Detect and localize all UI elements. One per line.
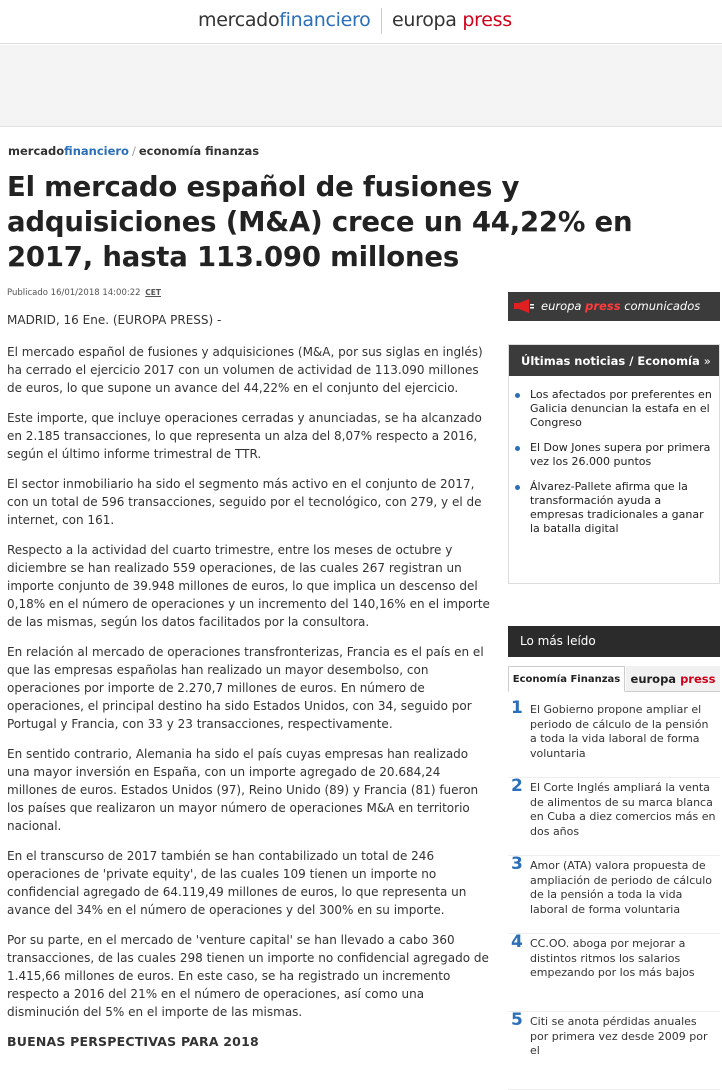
logo-part-financiero: financiero (279, 9, 371, 31)
most-read-header: Lo más leído (508, 626, 720, 657)
latest-news-header[interactable] (509, 345, 719, 376)
latest-news-item[interactable] (509, 388, 719, 430)
latest-news-list (509, 388, 719, 536)
most-read-item[interactable] (508, 700, 720, 778)
comunicados-label (541, 299, 700, 313)
tab-europapress[interactable] (626, 666, 720, 691)
timezone-label: CET (145, 288, 161, 297)
logo-part-europa: europa (392, 9, 463, 31)
tab-economia-finanzas[interactable]: Economía Finanzas (508, 666, 625, 692)
most-read-link: El Gobierno propone ampliar el periodo de cálculo de la pensión a toda la vida laboral de forma voluntaria (530, 703, 709, 760)
comunicados-europa: europa (541, 299, 586, 313)
article-paragraph: Respecto a la actividad del cuarto trimestre, entre los meses de octubre y diciembre se han realizado 559 operaciones, de las cuales 267 registran un importe conjunto de 39.948 millones de euros, lo que implica un descenso del 0,18% en el número de operaciones y un incremento del 140,16% en el importe de las mismas, según los datos facilitados por la consultora. (7, 543, 490, 629)
latest-news-link: Los afectados por preferentes en Galicia denuncian la estafa en el Congreso (530, 388, 712, 429)
most-read-item[interactable] (508, 1012, 720, 1090)
article-subheading: BUENAS PERSPECTIVAS PARA 2018 (7, 1034, 259, 1049)
article-paragraph: En el transcurso de 2017 también se han contabilizado un total de 246 operaciones de 'private equity', de las cuales 109 tienen un importe no confidencial agregado de 64.119,49 millones de euros, lo que representa un avance del 34% en el número de operaciones y del 300% en su importe. (7, 849, 467, 917)
article-body (7, 311, 494, 1051)
europapress-comunicados-banner[interactable] (508, 292, 720, 321)
mercadofinanciero-logo[interactable] (198, 9, 370, 31)
logo-part-press: press (462, 9, 512, 31)
publish-date (7, 288, 161, 298)
latest-news-link: Álvarez-Pallete afirma que la transformación ayuda a empresas tradicionales a ganar la batalla digital (530, 480, 704, 535)
most-read-item[interactable] (508, 778, 720, 856)
breadcrumb-home-a: mercado (8, 144, 65, 158)
comunicados-word: comunicados (620, 299, 701, 313)
chevron-right-icon: » (703, 354, 711, 368)
most-read-link: Amor (ATA) valora propuesta de ampliación de periodo de cálculo de la pensión a toda la vida laboral de forma voluntaria (530, 859, 713, 916)
latest-news-link: El Dow Jones supera por primera vez los 26.000 puntos (530, 441, 711, 468)
article-paragraph: El sector inmobiliario ha sido el segmento más activo en el conjunto de 2017, con un total de 596 transacciones, seguido por el tecnológico, con 279, y el de internet, con 161. (7, 477, 482, 527)
tab-press: press (680, 672, 716, 686)
rank-number: 2 (511, 776, 523, 796)
most-read-list (508, 700, 720, 1090)
megaphone-icon (513, 298, 535, 314)
rank-number: 3 (511, 854, 523, 874)
breadcrumb (8, 144, 259, 158)
comunicados-press: press (585, 299, 621, 313)
latest-news-title: Últimas noticias / Economía (521, 354, 700, 368)
rank-number: 1 (511, 698, 523, 718)
most-read-tabs (508, 666, 720, 692)
publish-date-text: Publicado 16/01/2018 14:00:22 (7, 288, 141, 298)
breadcrumb-home[interactable] (8, 144, 129, 158)
article-paragraph: En sentido contrario, Alemania ha sido el país cuyas empresas han realizado una mayor inversión en España, con un importe agregado de 20.684,24 millones de euros. Estados Unidos (97), Reino Unido (89) y Francia (81) fueron los países que realizaron un mayor número de operaciones M&A en territorio nacional. (7, 747, 479, 833)
logo-divider (381, 8, 382, 34)
site-header (0, 0, 722, 44)
tab-europa: europa (630, 672, 681, 686)
bullet-icon (515, 393, 520, 398)
most-read-link: El Corte Inglés ampliará la venta de alimentos de su marca blanca en Cuba a diez comercios más en dos años (530, 781, 716, 838)
most-read-link: CC.OO. aboga por mejorar a distintos ritmos los salarios empezando por los más bajos (530, 937, 695, 979)
article-dateline: MADRID, 16 Ene. (EUROPA PRESS) - (7, 313, 222, 327)
latest-news-item[interactable] (509, 441, 719, 469)
rank-number: 5 (511, 1010, 523, 1030)
article-paragraph: El mercado español de fusiones y adquisiciones (M&A, por sus siglas en inglés) ha cerrado el ejercicio 2017 con un volumen de actividad de 113.090 millones de euros, lo que supone un avance del 44,22% en el conjunto del ejercicio. (7, 345, 483, 395)
article-paragraph: En relación al mercado de operaciones transfronterizas, Francia es el país en el que las empresas españolas han realizado un mayor desembolso, con operaciones por importe de 2.270,7 millones de euros. En número de operaciones, el principal destino ha sido Estados Unidos, con 34, seguido por Portugal y Francia, con 33 y 23 transacciones, respectivamente. (7, 645, 484, 731)
logo-part-mercado: mercado (198, 9, 280, 31)
breadcrumb-section[interactable]: economía finanzas (138, 144, 260, 158)
europapress-logo[interactable] (392, 9, 512, 31)
article-paragraph: Este importe, que incluye operaciones cerradas y anunciadas, se ha alcanzado en 2.185 transacciones, lo que representa un alza del 8,07% respecto a 2016, según el último informe trimestral de TTR. (7, 411, 482, 461)
most-read-item[interactable] (508, 934, 720, 1012)
rank-number: 4 (511, 932, 523, 952)
most-read-link: Citi se anota pérdidas anuales por primera vez desde 2009 por el (530, 1015, 708, 1057)
breadcrumb-separator: / (131, 144, 136, 158)
bullet-icon (515, 446, 520, 451)
article-headline: El mercado español de fusiones y adquisiciones (M&A) crece un 44,22% en 2017, hasta 113.090 millones (7, 171, 633, 273)
ad-banner-area (0, 45, 722, 127)
breadcrumb-home-b: financiero (64, 144, 129, 158)
article-paragraph: Por su parte, en el mercado de 'venture capital' se han llevado a cabo 360 transacciones, de las cuales 298 tienen un importe no confidencial agregado de 1.415,66 millones de euros. En este caso, se ha registrado un incremento respecto a 2016 del 21% en el número de operaciones, así como una disminución del 5% en el importe de las mismas. (7, 933, 489, 1019)
bullet-icon (515, 485, 520, 490)
latest-news-box (508, 344, 720, 584)
most-read-item[interactable] (508, 856, 720, 934)
latest-news-item[interactable] (509, 480, 719, 536)
